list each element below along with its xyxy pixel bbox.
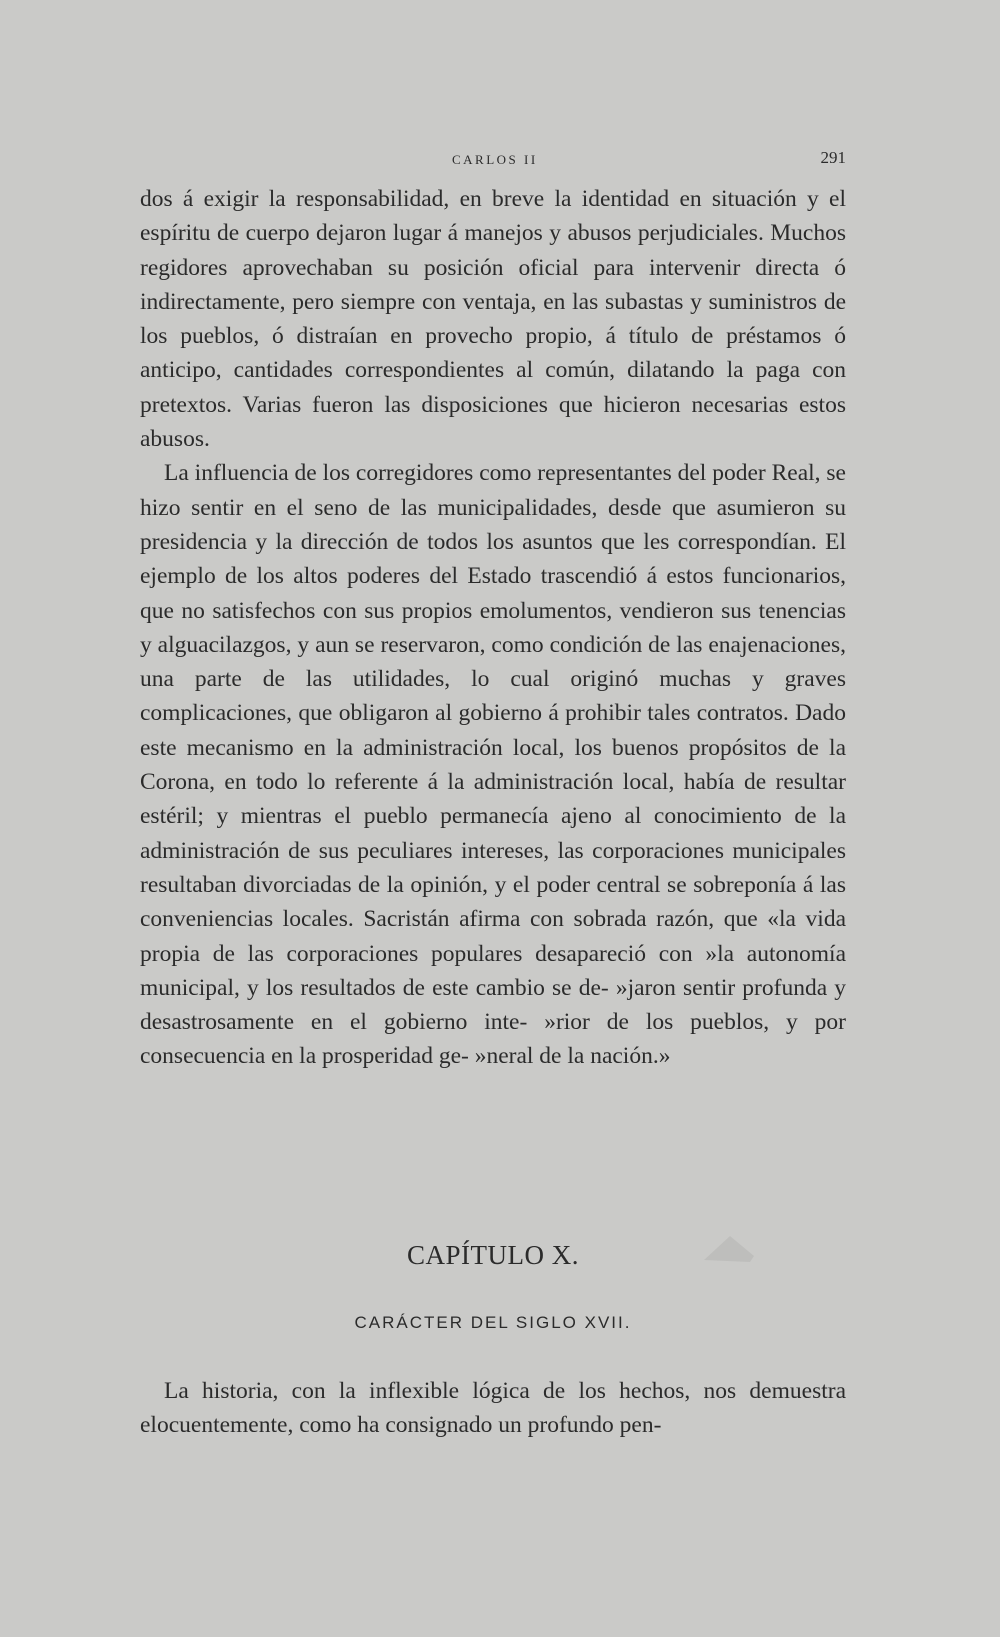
paragraph-3: La historia, con la inflexible lógica de los hechos, nos demuestra elocuentemente, como ha consignado un profundo pen- [140,1378,846,1439]
body-text-continued [140,1374,846,1443]
page-number: 291 [820,148,846,167]
body-text [140,182,846,1074]
paragraph-1: dos á exigir la responsabilidad, en breve la identidad en situación y el espíritu de cuerpo dejaron lugar á manejos y abusos perjudiciales. Muchos regidores aprovechaban su posición oficial para intervenir directa ó indirectamente, pero siempre con ventaja, en las subastas y suministros de los pueblos, ó distraían en provecho propio, á título de préstamos ó anticipo, cantidades correspondientes al común, dilatando la paga con pretextos. Varias fueron las disposiciones que hicieron necesarias estos abusos. [140,186,846,453]
chapter-subtitle: CARÁCTER DEL SIGLO XVII. [354,1313,632,1332]
chapter-title: CAPÍTULO X. [407,1240,579,1270]
page-header [140,148,846,178]
paragraph-2: La influencia de los corregidores como representantes del poder Real, se hizo sentir en el seno de las municipalidades, desde que asumieron su presidencia y la dirección de todos los asuntos que les correspondían. El ejemplo de los altos poderes del Estado trascendió á estos funcionarios, que no satisfechos con sus propios emolumentos, vendieron sus tenencias y alguacilazgos, y aun se reservaron, como condición de las enajenaciones, una parte de las utilidades, lo cual originó muchas y graves complicaciones, que obligaron al gobierno á prohibir tales contratos. Dado este mecanismo en la administración local, los buenos propósitos de la Corona, en todo lo referente á la administración local, había de resultar estéril; y mientras el pueblo permanecía ajeno al conocimiento de la administración de sus peculiares intereses, las corporaciones municipales resultaban divorciadas de la opinión, y el poder central se sobreponía á las conveniencias locales. Sacristán afirma con sobrada razón, que «la vida propia de las corporaciones populares desapareció con »la autonomía municipal, y los resultados de este cambio se de- »jaron sentir profunda y desastrosamente en el gobierno inte- »rior de los pueblos, y por consecuencia en la prosperidad ge- »neral de la nación.» [140,460,846,1070]
running-title: CARLOS II [452,152,538,167]
